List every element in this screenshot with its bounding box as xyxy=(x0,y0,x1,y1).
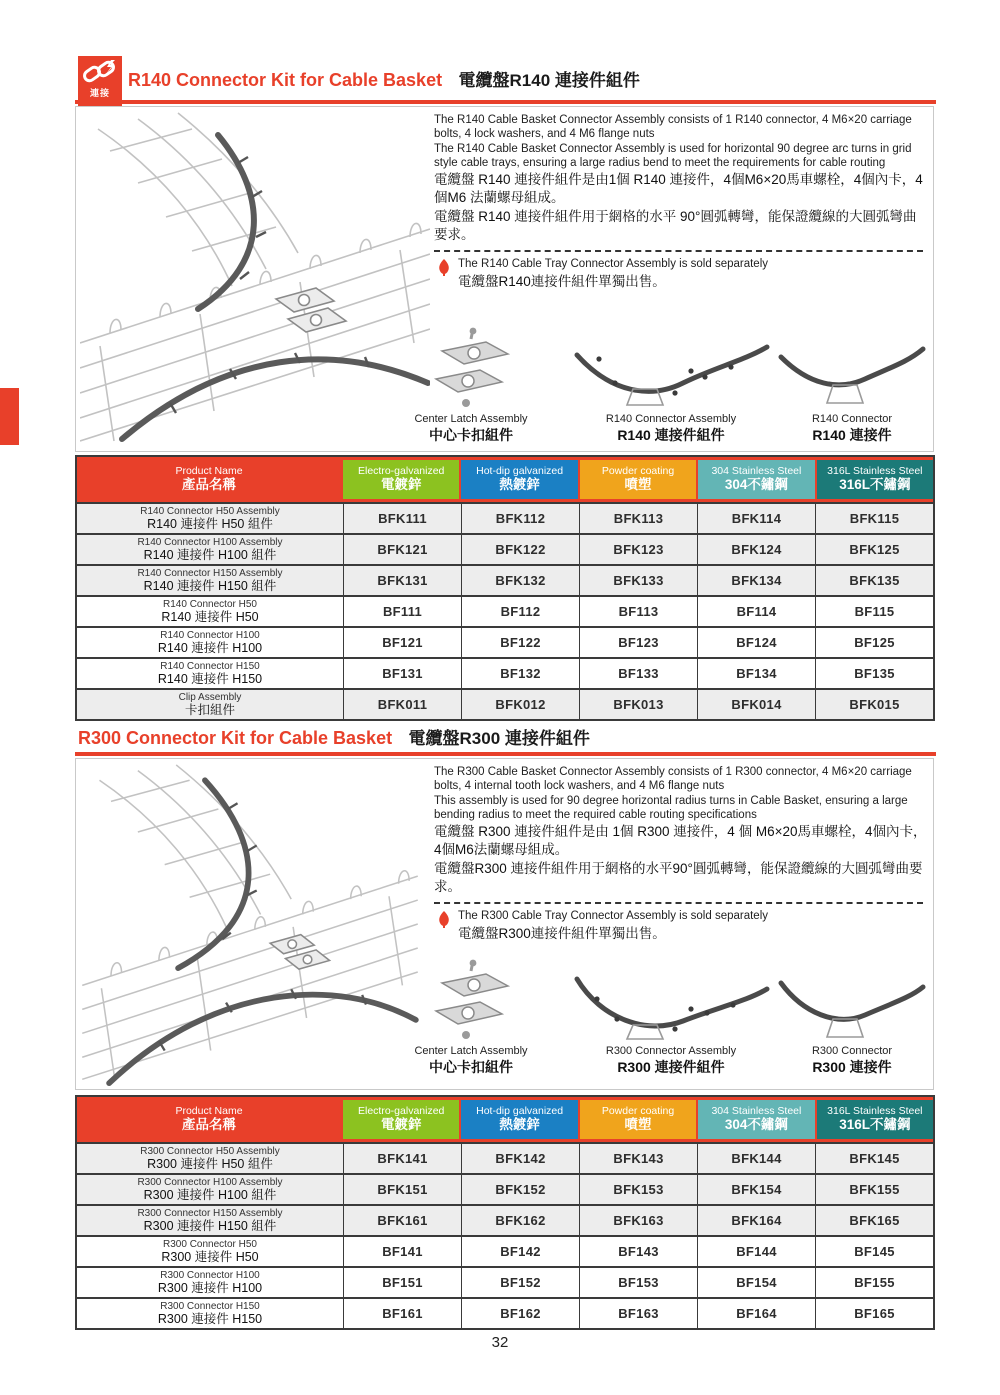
thumb-connector-assembly xyxy=(566,333,776,445)
table-row xyxy=(77,657,933,688)
product-code-cell: BF113 xyxy=(580,597,698,626)
product-code-cell: BFK151 xyxy=(344,1175,462,1204)
product-code-cell: BFK114 xyxy=(698,504,816,533)
product-code-cell: BFK135 xyxy=(849,573,900,588)
dashed-divider xyxy=(434,902,923,904)
latch-assembly-icon xyxy=(416,959,526,1043)
product-code-cell: BFK142 xyxy=(462,1144,580,1173)
latch-assembly-icon xyxy=(416,327,526,411)
product-code-cell: BF132 xyxy=(462,659,580,688)
caption-cn: 中心卡扣組件 xyxy=(429,427,513,443)
column-header-label: 304不鏽鋼 xyxy=(724,1117,788,1133)
product-name-cell xyxy=(77,1144,344,1173)
product-code-cell: BF133 xyxy=(580,659,698,688)
product-name-en: R300 Connector H50 xyxy=(163,1239,257,1250)
section-title-cn: 電纜盤R300 連接件組件 xyxy=(408,729,590,748)
dashed-divider xyxy=(434,250,923,252)
r140-content-box xyxy=(75,106,934,452)
caption-cn: R300 連接件 xyxy=(812,1059,892,1075)
product-name-cell xyxy=(77,504,344,533)
product-name-en: R300 Connector H100 xyxy=(160,1270,260,1281)
description-cn: 電纜盤R300 連接件組件用于網格的水平90°圓弧轉彎，能保證纜線的大圓弧彎曲要求。 xyxy=(434,861,923,895)
product-code-cell: BF154 xyxy=(698,1268,816,1297)
product-code-cell: BFK144 xyxy=(698,1144,816,1173)
product-name-cell xyxy=(77,1175,344,1204)
table-header-row xyxy=(77,457,933,502)
r140-description xyxy=(434,113,928,291)
product-code-cell: BF145 xyxy=(854,1244,895,1259)
caption-cn: R140 連接件 xyxy=(812,427,892,443)
column-header-label: 316L不鏽鋼 xyxy=(839,1117,911,1133)
r140-thumbnails xyxy=(376,327,928,445)
product-code-cell: BF131 xyxy=(344,659,462,688)
product-code-cell: BFK134 xyxy=(698,566,816,595)
product-code-cell: BF121 xyxy=(344,628,462,657)
product-name-en: R140 Connector H100 xyxy=(160,630,260,641)
product-name-cell xyxy=(77,1206,344,1235)
column-header-4 xyxy=(698,1100,814,1139)
section-title-en: R300 Connector Kit for Cable Basket xyxy=(78,728,393,748)
product-code-cell: BFK115 xyxy=(849,511,900,526)
description-en: The R300 Cable Basket Connector Assembly consists of 1 R300 connector, 4 M6×20 carriage bolts, 4 internal tooth lock washers, and 4 M6 flange nuts xyxy=(434,766,912,793)
product-name-cn: R140 連接件 H150 組件 xyxy=(143,579,277,593)
product-code-cell: BF114 xyxy=(698,597,816,626)
r300-content-box xyxy=(75,758,934,1090)
caption-cn: R300 連接件組件 xyxy=(617,1059,725,1075)
product-name-cn: R300 連接件 H100 組件 xyxy=(143,1188,277,1202)
product-name-en: R140 Connector H150 Assembly xyxy=(137,568,283,579)
column-header-label: Electro-galvanized xyxy=(358,1105,445,1118)
section-title-cn: 電纜盤R140 連接件組件 xyxy=(458,71,640,90)
caption-en: Center Latch Assembly xyxy=(414,1045,528,1057)
connector-icon xyxy=(777,965,927,1043)
product-code-cell: BFK111 xyxy=(344,504,462,533)
product-code-cell: BF164 xyxy=(698,1299,816,1328)
table-row xyxy=(77,1204,933,1235)
product-code-cell: BF111 xyxy=(344,597,462,626)
product-name-cn: R140 連接件 H50 xyxy=(161,610,259,624)
table-row xyxy=(77,1142,933,1173)
table-row xyxy=(77,626,933,657)
page-number: 32 xyxy=(491,1334,509,1351)
column-header-label: 產品名稱 xyxy=(182,477,236,493)
table-row xyxy=(77,1297,933,1328)
r300-product-table xyxy=(75,1095,935,1330)
product-code-cell: BFK164 xyxy=(698,1206,816,1235)
product-code-cell: BFK013 xyxy=(580,690,698,719)
product-name-cell xyxy=(77,690,344,719)
caption-cn: R140 連接件組件 xyxy=(617,427,725,443)
product-code-cell: BF162 xyxy=(462,1299,580,1328)
note-en: The R140 Cable Tray Connector Assembly is sold separately xyxy=(458,258,769,271)
description-en: This assembly is used for 90 degree horizontal radius turns in Cable Basket, ensuring a large bending radius to meet the required cable routing specifications xyxy=(434,794,908,821)
column-header-2 xyxy=(461,460,577,499)
product-name-en: R140 Connector H100 Assembly xyxy=(137,537,283,548)
product-code-cell: BF141 xyxy=(344,1237,462,1266)
page-edge-tab xyxy=(0,388,19,445)
product-name-cn: R300 連接件 H50 xyxy=(161,1250,259,1264)
column-header-label: 304 Stainless Steel xyxy=(711,1105,802,1118)
product-name-cn: R140 連接件 H100 xyxy=(157,641,263,655)
product-code-cell: BF165 xyxy=(854,1306,895,1321)
r300-thumbnails xyxy=(376,959,928,1077)
product-name-cn: R140 連接件 H100 組件 xyxy=(143,548,277,562)
product-code-cell: BF115 xyxy=(854,604,895,619)
thumb-connector xyxy=(776,965,928,1077)
product-code-cell: BF151 xyxy=(344,1268,462,1297)
product-code-cell: BFK121 xyxy=(344,535,462,564)
column-header-label: Hot-dip galvanized xyxy=(476,1105,564,1118)
column-header-label: 噴塑 xyxy=(624,1117,652,1133)
product-code-cell: BFK112 xyxy=(462,504,580,533)
column-header-0 xyxy=(77,460,341,499)
column-header-label: 304不鏽鋼 xyxy=(724,477,788,493)
product-name-cell xyxy=(77,535,344,564)
column-header-3 xyxy=(580,1100,696,1139)
product-name-cell xyxy=(77,659,344,688)
column-header-label: Powder coating xyxy=(601,1105,675,1118)
product-name-en: R140 Connector H150 xyxy=(160,661,260,672)
description-en: The R140 Cable Basket Connector Assembly is used for horizontal 90 degree arc turns in grid style cable trays, ensuring a large radius bend to meet the requirements for cable routing xyxy=(434,142,912,169)
r300-tray-illustration xyxy=(80,763,420,1087)
product-code-cell: BF153 xyxy=(580,1268,698,1297)
product-name-cn: R300 連接件 H150 xyxy=(157,1312,263,1326)
column-header-label: Electro-galvanized xyxy=(358,465,445,478)
product-code-cell: BFK122 xyxy=(462,535,580,564)
product-code-cell: BFK133 xyxy=(580,566,698,595)
note-en: The R300 Cable Tray Connector Assembly is sold separately xyxy=(458,910,769,923)
product-name-cell xyxy=(77,1299,344,1328)
column-header-label: Powder coating xyxy=(601,465,675,478)
note-bullet-icon xyxy=(436,259,452,276)
section-rule xyxy=(75,100,936,104)
caption-cn: 中心卡扣組件 xyxy=(429,1059,513,1075)
column-header-label: Hot-dip galvanized xyxy=(476,465,564,478)
product-code-cell: BFK165 xyxy=(849,1213,900,1228)
column-header-0 xyxy=(77,1100,341,1139)
caption-en: Center Latch Assembly xyxy=(414,413,528,425)
product-name-cell xyxy=(77,628,344,657)
column-header-label: 產品名稱 xyxy=(182,1117,236,1133)
product-name-en: R140 Connector H50 xyxy=(163,599,257,610)
table-header-row xyxy=(77,1097,933,1142)
column-header-5 xyxy=(817,1100,933,1139)
table-row xyxy=(77,1173,933,1204)
product-code-cell: BFK113 xyxy=(580,504,698,533)
section-title-en: R140 Connector Kit for Cable Basket xyxy=(128,70,443,90)
brand-logo xyxy=(78,56,122,106)
column-header-label: 熱鍍鋅 xyxy=(499,1117,540,1133)
product-name-en: Clip Assembly xyxy=(178,692,242,703)
product-code-cell: BF122 xyxy=(462,628,580,657)
table-row xyxy=(77,564,933,595)
column-header-label: 316L不鏽鋼 xyxy=(839,477,911,493)
section-title-r140 xyxy=(128,66,640,91)
product-name-cn: R300 連接件 H100 xyxy=(157,1281,263,1295)
product-code-cell: BFK015 xyxy=(849,697,900,712)
table-row xyxy=(77,688,933,719)
product-name-en: R140 Connector H50 Assembly xyxy=(140,506,280,517)
description-cn: 電纜盤 R140 連接件組件是由1個 R140 連接件，4個M6×20馬車螺栓，4個內卡，4個M6 法蘭螺母組成。 xyxy=(434,172,923,206)
product-name-cn: R140 連接件 H150 xyxy=(157,672,263,686)
column-header-label: Product Name xyxy=(175,1105,243,1118)
note-cn: 電纜盤R300連接件組件單獨出售。 xyxy=(458,925,666,941)
table-row xyxy=(77,502,933,533)
product-code-cell: BFK014 xyxy=(698,690,816,719)
column-header-label: 304 Stainless Steel xyxy=(711,465,802,478)
description-cn: 電纜盤 R140 連接件組件用于網格的水平 90°圓弧轉彎，能保證纜線的大圓弧彎曲要求。 xyxy=(434,209,917,243)
product-code-cell: BFK145 xyxy=(849,1151,900,1166)
sold-separately-note xyxy=(434,909,928,942)
column-header-3 xyxy=(580,460,696,499)
sold-separately-note xyxy=(434,257,928,290)
product-name-en: R300 Connector H50 Assembly xyxy=(140,1146,280,1157)
product-code-cell: BF142 xyxy=(462,1237,580,1266)
product-code-cell: BF134 xyxy=(698,659,816,688)
column-header-label: 電鍍鋅 xyxy=(380,1117,422,1133)
product-code-cell: BF135 xyxy=(854,666,895,681)
note-cn: 電纜盤R140連接件組件單獨出售。 xyxy=(458,273,666,289)
column-header-label: 熱鍍鋅 xyxy=(499,477,540,493)
product-code-cell: BFK131 xyxy=(344,566,462,595)
product-code-cell: BF124 xyxy=(698,628,816,657)
column-header-4 xyxy=(698,460,814,499)
product-code-cell: BF144 xyxy=(698,1237,816,1266)
column-header-label: 噴塑 xyxy=(624,477,652,493)
column-header-1 xyxy=(343,1100,459,1139)
product-name-cell xyxy=(77,566,344,595)
product-name-cn: 卡扣組件 xyxy=(184,703,235,717)
table-row xyxy=(77,533,933,564)
thumb-connector xyxy=(776,333,928,445)
table-row xyxy=(77,1266,933,1297)
section-title-r300 xyxy=(78,724,590,749)
section-rule xyxy=(75,752,936,756)
product-code-cell: BF163 xyxy=(580,1299,698,1328)
product-name-en: R300 Connector H100 Assembly xyxy=(137,1177,283,1188)
product-code-cell: BFK141 xyxy=(344,1144,462,1173)
connector-icon xyxy=(777,333,927,411)
caption-en: R300 Connector xyxy=(811,1045,893,1057)
description-cn: 電纜盤 R300 連接件組件是由 1個 R300 連接件，4 個 M6×20馬車螺栓，4個內卡，4個M6法蘭螺母組成。 xyxy=(434,824,927,858)
caption-en: R140 Connector xyxy=(811,413,893,425)
table-row xyxy=(77,595,933,626)
column-header-5 xyxy=(817,460,933,499)
product-code-cell: BF112 xyxy=(462,597,580,626)
caption-en: R140 Connector Assembly xyxy=(605,413,737,425)
product-code-cell: BF125 xyxy=(854,635,895,650)
product-code-cell: BFK153 xyxy=(580,1175,698,1204)
product-name-cn: R300 連接件 H150 組件 xyxy=(143,1219,277,1233)
chain-link-icon xyxy=(81,59,119,89)
product-name-cn: R300 連接件 H50 組件 xyxy=(147,1157,273,1171)
product-code-cell: BFK012 xyxy=(462,690,580,719)
product-code-cell: BFK143 xyxy=(580,1144,698,1173)
note-bullet-icon xyxy=(436,911,452,928)
product-code-cell: BFK124 xyxy=(698,535,816,564)
product-code-cell: BF143 xyxy=(580,1237,698,1266)
product-code-cell: BFK155 xyxy=(849,1182,900,1197)
column-header-1 xyxy=(343,460,459,499)
product-name-cn: R140 連接件 H50 組件 xyxy=(147,517,273,531)
column-header-2 xyxy=(461,1100,577,1139)
product-code-cell: BFK011 xyxy=(344,690,462,719)
column-header-label: 316L Stainless Steel xyxy=(827,1105,923,1118)
thumb-connector-assembly xyxy=(566,965,776,1077)
r300-description xyxy=(434,765,928,943)
connector-assembly-icon xyxy=(571,333,771,411)
product-name-en: R300 Connector H150 xyxy=(160,1301,260,1312)
column-header-label: 316L Stainless Steel xyxy=(827,465,923,478)
thumb-center-latch-assembly xyxy=(376,959,566,1077)
product-name-cell xyxy=(77,1268,344,1297)
product-code-cell: BFK125 xyxy=(849,542,900,557)
connector-assembly-icon xyxy=(571,965,771,1043)
product-code-cell: BF155 xyxy=(854,1275,895,1290)
product-name-en: R300 Connector H150 Assembly xyxy=(137,1208,283,1219)
brand-logo-text: 連接 xyxy=(89,88,110,98)
product-code-cell: BFK154 xyxy=(698,1175,816,1204)
column-header-label: Product Name xyxy=(175,465,243,478)
product-code-cell: BF123 xyxy=(580,628,698,657)
column-header-label: 電鍍鋅 xyxy=(380,477,422,493)
product-code-cell: BFK123 xyxy=(580,535,698,564)
caption-en: R300 Connector Assembly xyxy=(605,1045,737,1057)
table-row xyxy=(77,1235,933,1266)
product-name-cell xyxy=(77,1237,344,1266)
product-code-cell: BFK132 xyxy=(462,566,580,595)
product-code-cell: BFK152 xyxy=(462,1175,580,1204)
description-en: The R140 Cable Basket Connector Assembly consists of 1 R140 connector, 4 M6×20 carriage bolts, 4 lock washers, and 4 M6 flange nuts xyxy=(434,114,912,141)
thumb-center-latch-assembly xyxy=(376,327,566,445)
r140-product-table xyxy=(75,455,935,721)
product-code-cell: BFK163 xyxy=(580,1206,698,1235)
product-code-cell: BFK162 xyxy=(462,1206,580,1235)
product-code-cell: BF152 xyxy=(462,1268,580,1297)
product-code-cell: BFK161 xyxy=(344,1206,462,1235)
product-code-cell: BF161 xyxy=(344,1299,462,1328)
product-name-cell xyxy=(77,597,344,626)
